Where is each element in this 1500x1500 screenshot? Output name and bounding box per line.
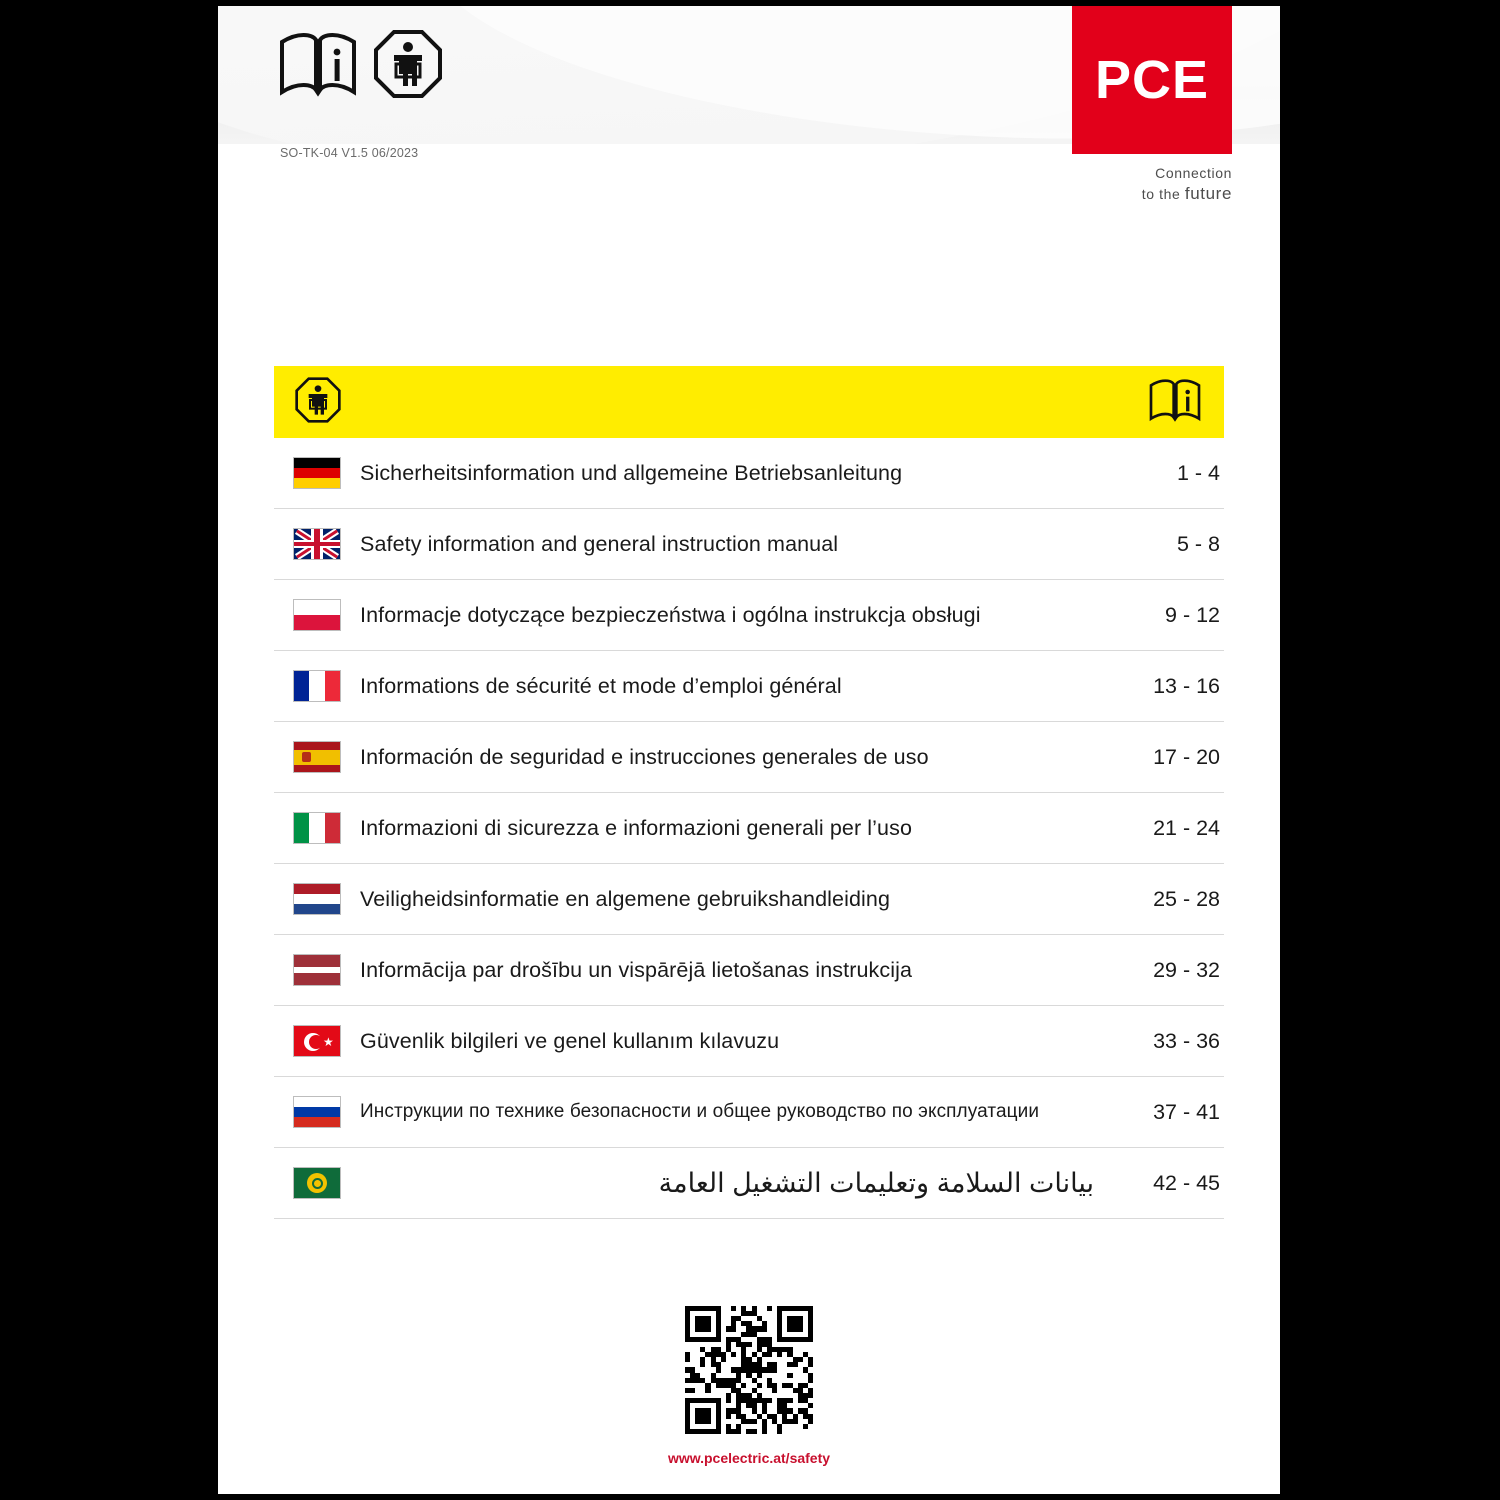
flag-cell xyxy=(274,599,360,631)
footer xyxy=(218,1306,1280,1466)
language-title: Información de seguridad e instrucciones generales de uso xyxy=(360,744,929,769)
flag-cell xyxy=(274,1096,360,1128)
page-range: 25 - 28 xyxy=(1153,886,1220,911)
flag-cell xyxy=(274,670,360,702)
page-range: 5 - 8 xyxy=(1176,531,1220,556)
flag-cell xyxy=(274,1025,360,1057)
language-contents-table xyxy=(274,366,1224,1219)
document-code: SO-TK-04 V1.5 06/2023 xyxy=(280,146,419,160)
flag-cell xyxy=(274,741,360,773)
table-row[interactable] xyxy=(274,864,1224,935)
flag-cell xyxy=(274,954,360,986)
table-row[interactable] xyxy=(274,935,1224,1006)
russia-flag xyxy=(293,1096,341,1128)
page-range: 1 - 4 xyxy=(1176,460,1220,485)
language-title: Informacje dotyczące bezpieczeństwa i ogólna instrukcja obsługi xyxy=(360,602,981,627)
lifting-hazard-icon xyxy=(294,376,342,429)
table-row[interactable] xyxy=(274,509,1224,580)
toc-banner xyxy=(274,366,1224,438)
page-range: 33 - 36 xyxy=(1153,1028,1220,1053)
pce-logo xyxy=(1072,6,1232,154)
read-manual-icon xyxy=(278,28,358,105)
netherlands-flag xyxy=(293,883,341,915)
tagline-line-1: Connection xyxy=(1155,165,1232,181)
flag-cell xyxy=(274,1167,360,1199)
table-row[interactable] xyxy=(274,580,1224,651)
language-title: Güvenlik bilgileri ve genel kullanım kılavuzu xyxy=(360,1028,780,1053)
table-row[interactable] xyxy=(274,1077,1224,1148)
flag-cell xyxy=(274,812,360,844)
table-row[interactable] xyxy=(274,1148,1224,1219)
spain-flag xyxy=(293,741,341,773)
language-title: Informācija par drošību un vispārējā lietošanas instrukcija xyxy=(360,957,913,982)
language-title: Инструкции по технике безопасности и общее руководство по эксплуатации xyxy=(360,1101,1040,1122)
page-header xyxy=(218,6,1280,206)
safety-url[interactable]: www.pcelectric.at/safety xyxy=(667,1450,831,1466)
united-kingdom-flag xyxy=(293,528,341,560)
saudi-arabia-flag xyxy=(293,1167,341,1199)
brand-tagline xyxy=(1072,164,1232,206)
page-range: 17 - 20 xyxy=(1153,744,1220,769)
language-title: Safety information and general instruction manual xyxy=(360,531,839,556)
document-page xyxy=(218,6,1280,1494)
tagline-line-2 xyxy=(1072,183,1232,206)
table-row[interactable] xyxy=(274,438,1224,509)
table-row[interactable] xyxy=(274,1006,1224,1077)
germany-flag xyxy=(293,457,341,489)
poland-flag xyxy=(293,599,341,631)
flag-cell xyxy=(274,528,360,560)
language-title: Sicherheitsinformation und allgemeine Betriebsanleitung xyxy=(360,460,903,485)
language-title: بيانات السلامة وتعليمات التشغيل العامة xyxy=(658,1167,1094,1198)
header-icon-group xyxy=(278,28,444,105)
pce-logo-text: PCE xyxy=(1094,50,1210,110)
tagline-prefix: to the xyxy=(1141,185,1185,202)
read-manual-icon xyxy=(1144,376,1206,429)
latvia-flag xyxy=(293,954,341,986)
language-title: Informazioni di sicurezza e informazioni generali per l’uso xyxy=(360,815,913,840)
page-range: 37 - 41 xyxy=(1153,1099,1220,1124)
turkey-flag: ★ xyxy=(293,1025,341,1057)
table-row[interactable] xyxy=(274,651,1224,722)
lifting-hazard-icon xyxy=(372,28,444,105)
flag-cell xyxy=(274,883,360,915)
page-range: 42 - 45 xyxy=(1153,1170,1220,1195)
qr-code[interactable] xyxy=(685,1306,813,1434)
table-row[interactable] xyxy=(274,722,1224,793)
tagline-strong: future xyxy=(1184,183,1232,203)
page-range: 13 - 16 xyxy=(1153,673,1220,698)
language-title: Veiligheidsinformatie en algemene gebruikshandleiding xyxy=(360,886,891,911)
language-title: Informations de sécurité et mode d’emploi général xyxy=(360,673,842,698)
france-flag xyxy=(293,670,341,702)
italy-flag xyxy=(293,812,341,844)
table-row[interactable] xyxy=(274,793,1224,864)
flag-cell xyxy=(274,457,360,489)
page-range: 9 - 12 xyxy=(1165,602,1220,627)
page-range: 21 - 24 xyxy=(1153,815,1220,840)
page-range: 29 - 32 xyxy=(1153,957,1220,982)
